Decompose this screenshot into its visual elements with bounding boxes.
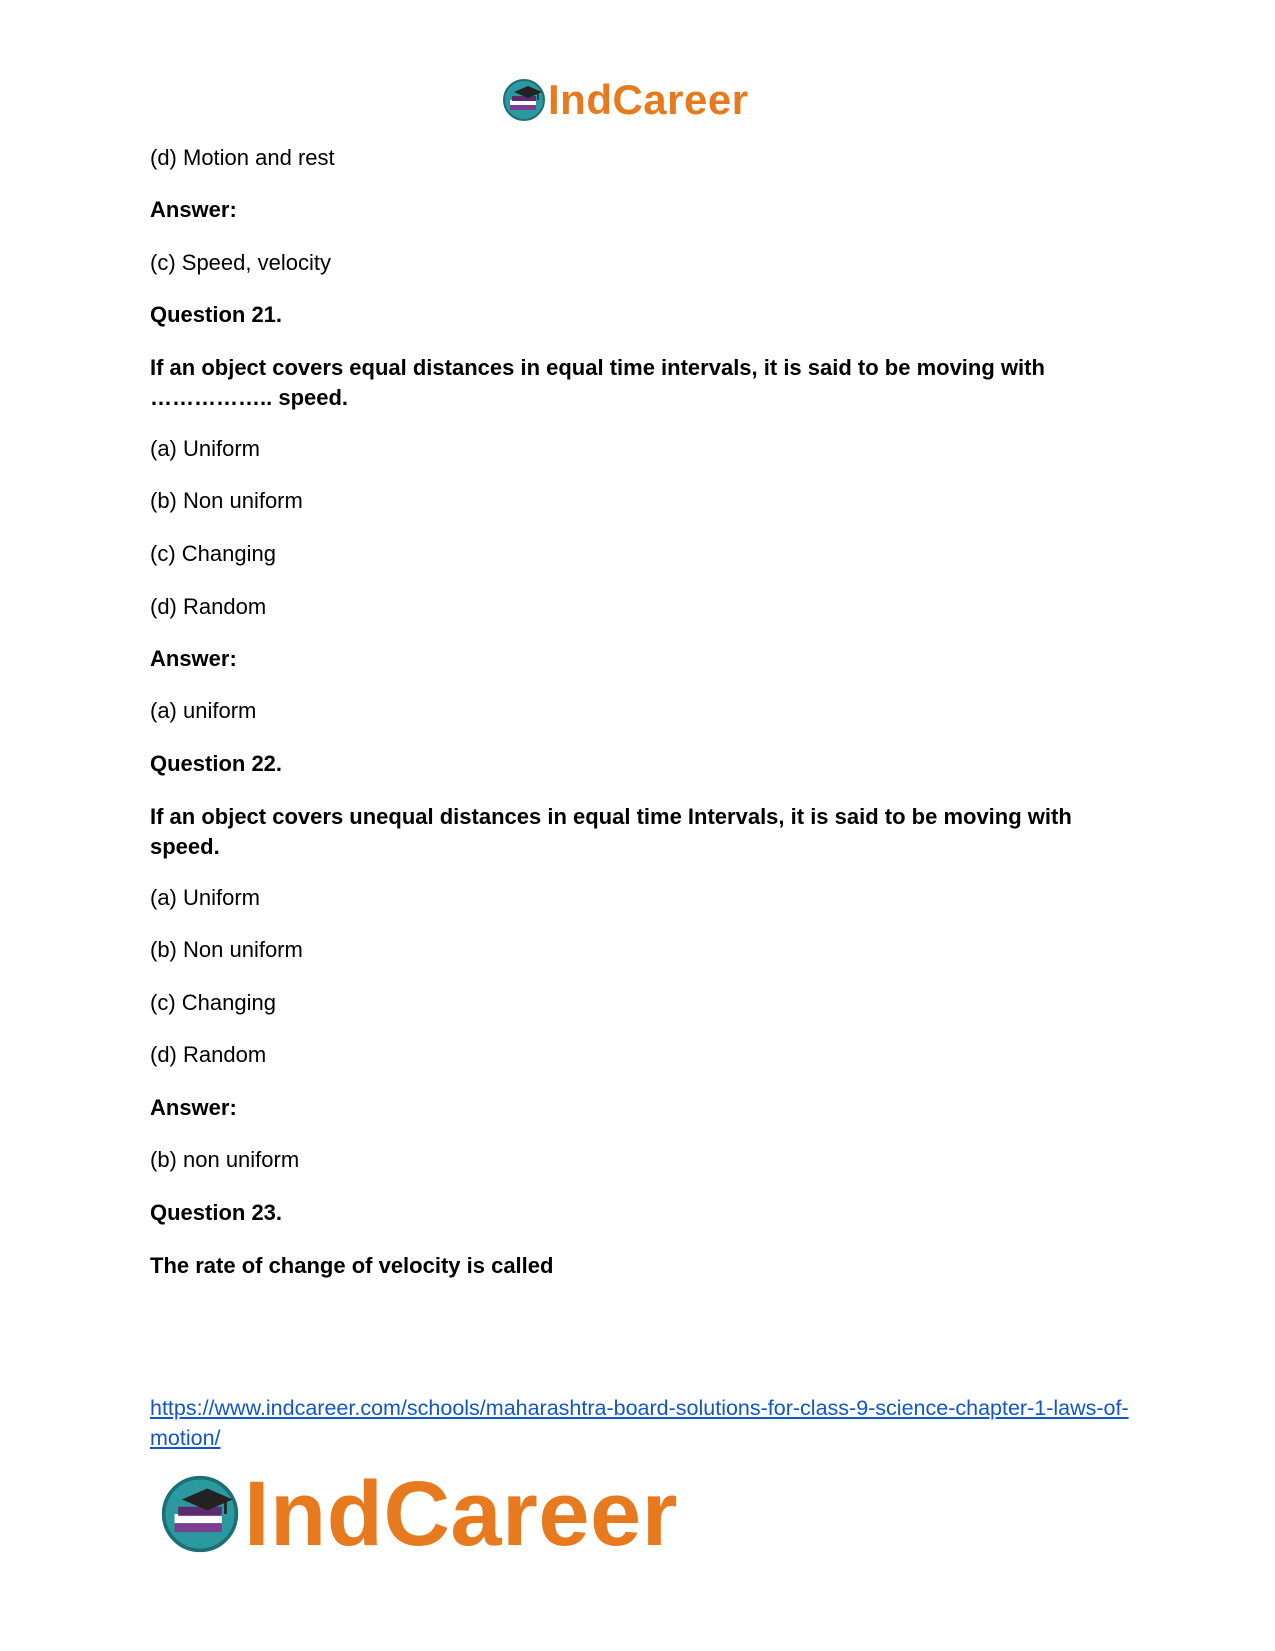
answer-text: (c) Speed, velocity (150, 250, 331, 275)
option-text: (d) Random (150, 1042, 267, 1067)
question-heading: Question 22. (150, 751, 283, 776)
answer-text: (b) non uniform (150, 1147, 300, 1172)
option-text: (c) Changing (150, 990, 276, 1015)
answer-heading: Answer: (150, 1095, 237, 1120)
question-text: If an object covers unequal distances in equal time Intervals, it is said to be moving with speed. (150, 804, 1072, 859)
option-text: (c) Changing (150, 541, 276, 566)
source-url-link[interactable]: https://www.indcareer.com/schools/maharashtra-board-solutions-for-class-9-science-chapter-1-laws-of-motion/ (150, 1396, 1129, 1450)
option-text: (b) Non uniform (150, 937, 303, 962)
answer-heading: Answer: (150, 646, 237, 671)
option-text: (d) Motion and rest (150, 145, 335, 170)
graduation-book-icon (502, 78, 546, 122)
option-text: (b) Non uniform (150, 488, 303, 513)
graduation-book-icon (160, 1474, 240, 1554)
logo-text: IndCareer (548, 76, 749, 123)
logo-text: IndCareer (244, 1463, 678, 1565)
footer-logo (160, 1463, 678, 1565)
answer-text: (a) uniform (150, 698, 257, 723)
question-text: If an object covers equal distances in equal time intervals, it is said to be moving with …………….. speed. (150, 355, 1045, 410)
question-heading: Question 23. (150, 1200, 283, 1225)
option-text: (a) Uniform (150, 436, 261, 461)
header-logo (502, 78, 749, 122)
question-text: The rate of change of velocity is called (150, 1253, 554, 1278)
answer-heading: Answer: (150, 197, 237, 222)
option-text: (a) Uniform (150, 885, 261, 910)
option-text: (d) Random (150, 594, 267, 619)
question-heading: Question 21. (150, 302, 283, 327)
